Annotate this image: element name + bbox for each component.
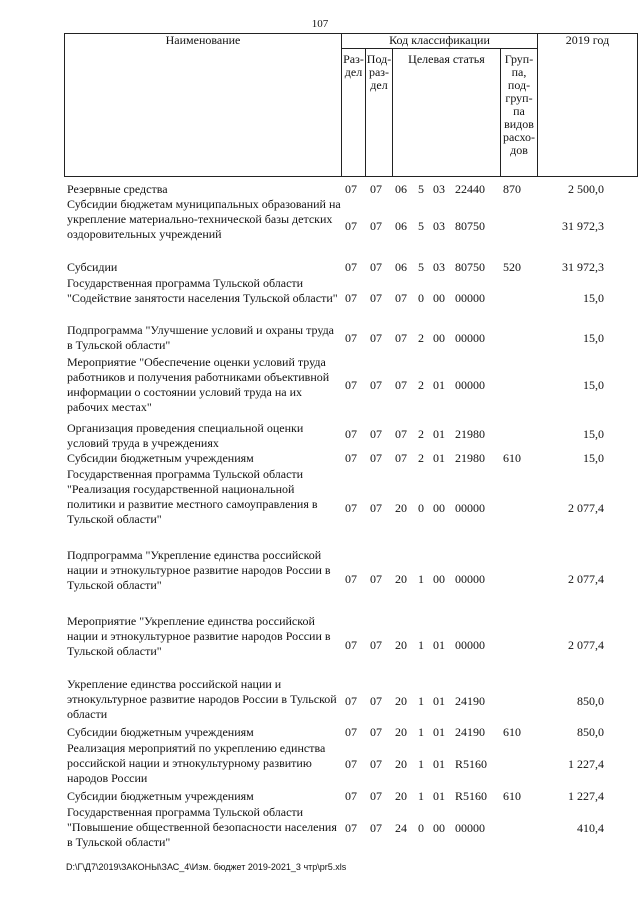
row-name: Субсидии бюджетным учреждениям [67, 789, 254, 803]
row-target-direction: 24190 [455, 725, 485, 739]
header-code: Код классификации [342, 34, 538, 49]
header-year: 2019 год [538, 34, 638, 177]
row-razdel: 07 [345, 638, 357, 652]
row-target-subprogram: 2 [418, 331, 424, 345]
row-target-event: 01 [433, 789, 445, 803]
row-target-subprogram: 5 [418, 260, 424, 274]
header-razdel: Раз- дел [342, 49, 366, 177]
row-amount: 15,0 [583, 427, 604, 441]
row-target-direction: 00000 [455, 291, 485, 305]
row-target-program: 20 [395, 694, 407, 708]
row-podrazdel: 07 [370, 789, 382, 803]
row-amount: 15,0 [583, 451, 604, 465]
row-target-direction: 00000 [455, 331, 485, 345]
row-podrazdel: 07 [370, 378, 382, 392]
row-target-subprogram: 1 [418, 725, 424, 739]
row-target-program: 07 [395, 331, 407, 345]
header-name: Наименование [65, 34, 342, 177]
row-target-program: 20 [395, 638, 407, 652]
row-name: Мероприятие "Обеспечение оценки условий труда работников и получения работниками объективной информации о состоянии условий труда на их рабочих местах" [67, 355, 330, 414]
file-path-footer: D:\Г\Д7\2019\ЗАКОНЫ\ЗАС_4\Изм. бюджет 2019-2021_3 чтр\pr5.xls [66, 862, 347, 872]
row-razdel: 07 [345, 572, 357, 586]
row-name: Субсидии бюджетам муниципальных образований на укрепление материально-технической базы детских оздоровительных учреждений [67, 197, 341, 241]
row-target-subprogram: 1 [418, 757, 424, 771]
row-expense-type: 870 [503, 182, 521, 196]
row-name: Мероприятие "Укрепление единства российской нации и этнокультурное развитие народов России в Тульской области" [67, 614, 331, 658]
row-podrazdel: 07 [370, 260, 382, 274]
row-target-subprogram: 1 [418, 572, 424, 586]
row-amount: 1 227,4 [568, 789, 604, 803]
row-target-event: 03 [433, 219, 445, 233]
row-target-program: 07 [395, 451, 407, 465]
row-podrazdel: 07 [370, 451, 382, 465]
row-razdel: 07 [345, 260, 357, 274]
row-target-event: 01 [433, 451, 445, 465]
row-target-event: 00 [433, 291, 445, 305]
row-amount: 410,4 [577, 821, 604, 835]
row-target-direction: 00000 [455, 378, 485, 392]
row-target-subprogram: 5 [418, 182, 424, 196]
row-name: Государственная программа Тульской области "Повышение общественной безопасности населения в Тульской области" [67, 805, 337, 849]
header-podrazdel: Под- раз- дел [366, 49, 393, 177]
row-amount: 1 227,4 [568, 757, 604, 771]
row-target-direction: 00000 [455, 821, 485, 835]
row-target-program: 20 [395, 572, 407, 586]
row-target-event: 03 [433, 182, 445, 196]
row-podrazdel: 07 [370, 291, 382, 305]
row-amount: 2 500,0 [568, 182, 604, 196]
row-razdel: 07 [345, 757, 357, 771]
row-podrazdel: 07 [370, 572, 382, 586]
row-target-subprogram: 1 [418, 694, 424, 708]
row-target-direction: 24190 [455, 694, 485, 708]
row-razdel: 07 [345, 378, 357, 392]
row-name: Субсидии бюджетным учреждениям [67, 451, 254, 465]
row-target-program: 06 [395, 260, 407, 274]
row-target-event: 01 [433, 378, 445, 392]
row-name: Резервные средства [67, 182, 168, 196]
row-razdel: 07 [345, 821, 357, 835]
row-razdel: 07 [345, 219, 357, 233]
row-razdel: 07 [345, 451, 357, 465]
row-razdel: 07 [345, 694, 357, 708]
row-expense-type: 610 [503, 789, 521, 803]
row-target-subprogram: 0 [418, 291, 424, 305]
row-amount: 31 972,3 [562, 260, 604, 274]
row-target-direction: 21980 [455, 427, 485, 441]
row-target-subprogram: 0 [418, 501, 424, 515]
row-name: Субсидии бюджетным учреждениям [67, 725, 254, 739]
row-target-subprogram: 2 [418, 378, 424, 392]
row-razdel: 07 [345, 789, 357, 803]
row-target-direction: 80750 [455, 260, 485, 274]
row-target-program: 20 [395, 725, 407, 739]
row-name: Подпрограмма "Улучшение условий и охраны труда в Тульской области" [67, 323, 334, 352]
row-razdel: 07 [345, 725, 357, 739]
row-target-program: 24 [395, 821, 407, 835]
row-target-program: 20 [395, 789, 407, 803]
row-target-subprogram: 1 [418, 789, 424, 803]
row-razdel: 07 [345, 182, 357, 196]
row-podrazdel: 07 [370, 427, 382, 441]
row-expense-type: 520 [503, 260, 521, 274]
row-target-event: 00 [433, 572, 445, 586]
header-target: Целевая статья [393, 49, 501, 177]
header-group: Груп- па, под- груп- па видов расхо- дов [501, 49, 538, 177]
row-name: Государственная программа Тульской области "Содействие занятости населения Тульской области" [67, 276, 338, 305]
row-podrazdel: 07 [370, 501, 382, 515]
row-target-event: 01 [433, 757, 445, 771]
row-podrazdel: 07 [370, 725, 382, 739]
row-amount: 2 077,4 [568, 501, 604, 515]
row-target-program: 06 [395, 219, 407, 233]
row-amount: 15,0 [583, 291, 604, 305]
row-name: Организация проведения специальной оценки условий труда в учреждениях [67, 421, 304, 450]
row-target-event: 03 [433, 260, 445, 274]
row-target-subprogram: 5 [418, 219, 424, 233]
row-podrazdel: 07 [370, 757, 382, 771]
row-target-event: 00 [433, 821, 445, 835]
row-target-subprogram: 2 [418, 451, 424, 465]
row-target-program: 06 [395, 182, 407, 196]
row-podrazdel: 07 [370, 219, 382, 233]
row-podrazdel: 07 [370, 331, 382, 345]
row-target-event: 00 [433, 331, 445, 345]
row-expense-type: 610 [503, 725, 521, 739]
row-podrazdel: 07 [370, 821, 382, 835]
row-target-direction: 00000 [455, 501, 485, 515]
row-amount: 850,0 [577, 725, 604, 739]
row-target-program: 07 [395, 291, 407, 305]
row-amount: 31 972,3 [562, 219, 604, 233]
row-target-direction: 80750 [455, 219, 485, 233]
row-target-subprogram: 0 [418, 821, 424, 835]
row-target-event: 01 [433, 725, 445, 739]
row-target-direction: 22440 [455, 182, 485, 196]
row-podrazdel: 07 [370, 638, 382, 652]
row-name: Субсидии [67, 260, 118, 274]
row-target-direction: R5160 [455, 757, 488, 771]
row-target-event: 01 [433, 694, 445, 708]
row-amount: 15,0 [583, 331, 604, 345]
row-target-program: 20 [395, 757, 407, 771]
row-target-program: 07 [395, 427, 407, 441]
row-razdel: 07 [345, 427, 357, 441]
page-number: 107 [311, 18, 329, 30]
row-target-program: 07 [395, 378, 407, 392]
row-target-program: 20 [395, 501, 407, 515]
row-target-event: 00 [433, 501, 445, 515]
row-name: Укрепление единства российской нации и этнокультурное развитие народов России в Тульской области [67, 677, 337, 721]
row-podrazdel: 07 [370, 694, 382, 708]
row-amount: 2 077,4 [568, 638, 604, 652]
row-target-direction: 21980 [455, 451, 485, 465]
row-target-event: 01 [433, 427, 445, 441]
row-target-subprogram: 2 [418, 427, 424, 441]
row-razdel: 07 [345, 501, 357, 515]
row-target-direction: 00000 [455, 572, 485, 586]
row-amount: 850,0 [577, 694, 604, 708]
row-expense-type: 610 [503, 451, 521, 465]
row-razdel: 07 [345, 291, 357, 305]
row-amount: 2 077,4 [568, 572, 604, 586]
row-target-direction: 00000 [455, 638, 485, 652]
row-target-direction: R5160 [455, 789, 488, 803]
row-podrazdel: 07 [370, 182, 382, 196]
row-name: Подпрограмма "Укрепление единства российской нации и этнокультурное развитие народов России в Тульской области" [67, 548, 331, 592]
row-amount: 15,0 [583, 378, 604, 392]
row-target-subprogram: 1 [418, 638, 424, 652]
row-target-event: 01 [433, 638, 445, 652]
row-razdel: 07 [345, 331, 357, 345]
row-name: Реализация мероприятий по укреплению единства российской нации и этнокультурному развитию народов России [67, 741, 326, 785]
row-name: Государственная программа Тульской области "Реализация государственной национальной политики и развитие местного самоуправления в Тульской области" [67, 467, 318, 526]
